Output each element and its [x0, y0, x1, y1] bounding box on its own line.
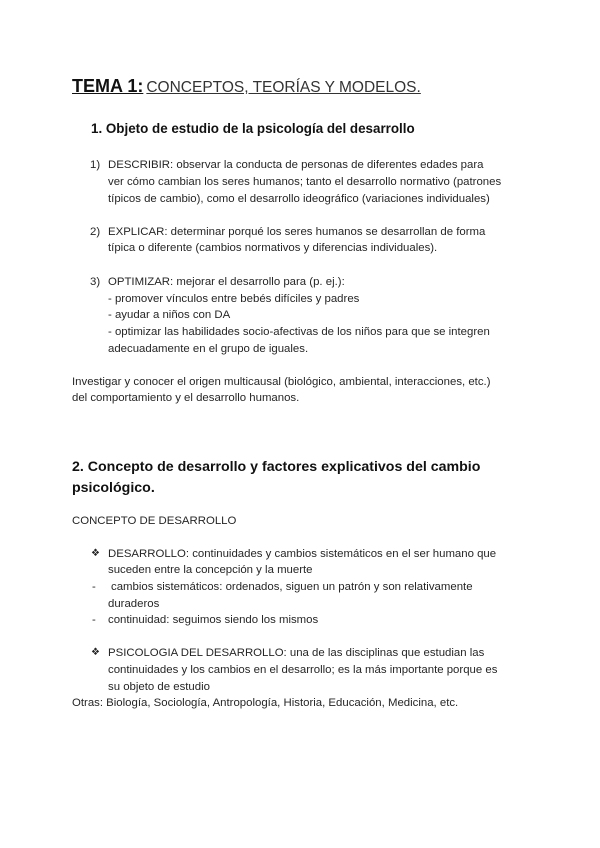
- item-number: 1): [90, 159, 101, 171]
- paragraph-line: Investigar y conocer el origen multicausal (biológico, ambiental, interacciones, etc.): [72, 376, 491, 388]
- item-line: - optimizar las habilidades socio-afectivas de los niños para que se integren: [108, 326, 490, 338]
- dash-line: duraderos: [108, 598, 160, 610]
- title-rest: CONCEPTOS, TEORÍAS Y MODELOS.: [146, 79, 421, 96]
- dash-line: cambios sistemáticos: ordenados, siguen un patrón y son relativamente: [111, 581, 473, 593]
- bullet-line: su objeto de estudio: [108, 681, 210, 693]
- item-line: OPTIMIZAR: mejorar el desarrollo para (p. ej.):: [108, 276, 345, 288]
- item-line: DESCRIBIR: observar la conducta de personas de diferentes edades para: [108, 159, 484, 171]
- item-number: 3): [90, 276, 101, 288]
- item-line: ver cómo cambian los seres humanos; tanto el desarrollo normativo (patrones: [108, 176, 502, 188]
- bullet-line: DESARROLLO: continuidades y cambios sistemáticos en el ser humano que: [108, 548, 497, 560]
- item-number: 2): [90, 226, 101, 238]
- item-line: - promover vínculos entre bebés difíciles y padres: [108, 293, 360, 305]
- heading-line: 2. Concepto de desarrollo y factores explicativos del cambio: [72, 459, 481, 475]
- item-line: EXPLICAR: determinar porqué los seres humanos se desarrollan de forma: [108, 226, 486, 238]
- diamond-bullet-icon: ❖: [91, 647, 100, 658]
- dash-line: continuidad: seguimos siendo los mismos: [108, 614, 319, 626]
- dash-marker: -: [92, 581, 96, 593]
- title-bold: TEMA 1:: [72, 76, 144, 96]
- page-title: [72, 76, 421, 97]
- heading-line: psicológico.: [72, 480, 155, 496]
- subheading: CONCEPTO DE DESARROLLO: [72, 515, 237, 527]
- dash-marker: -: [92, 614, 96, 626]
- item-line: adecuadamente en el grupo de iguales.: [108, 343, 309, 355]
- item-line: - ayudar a niños con DA: [108, 309, 231, 321]
- bullet-line: continuidades y los cambios en el desarrollo; es la más importante porque es: [108, 664, 498, 676]
- paragraph-line: del comportamiento y el desarrollo humanos.: [72, 392, 300, 404]
- bullet-line: PSICOLOGIA DEL DESARROLLO: una de las disciplinas que estudian las: [108, 647, 485, 659]
- section1-heading: 1. Objeto de estudio de la psicología del desarrollo: [91, 121, 415, 136]
- diamond-bullet-icon: ❖: [91, 548, 100, 559]
- otras-line: Otras: Biología, Sociología, Antropología, Historia, Educación, Medicina, etc.: [72, 697, 459, 709]
- bullet-line: suceden entre la concepción y la muerte: [108, 564, 313, 576]
- item-line: típica o diferente (cambios normativos y diferencias individuales).: [108, 242, 438, 254]
- item-line: típicos de cambio), como el desarrollo ideográfico (variaciones individuales): [108, 193, 490, 205]
